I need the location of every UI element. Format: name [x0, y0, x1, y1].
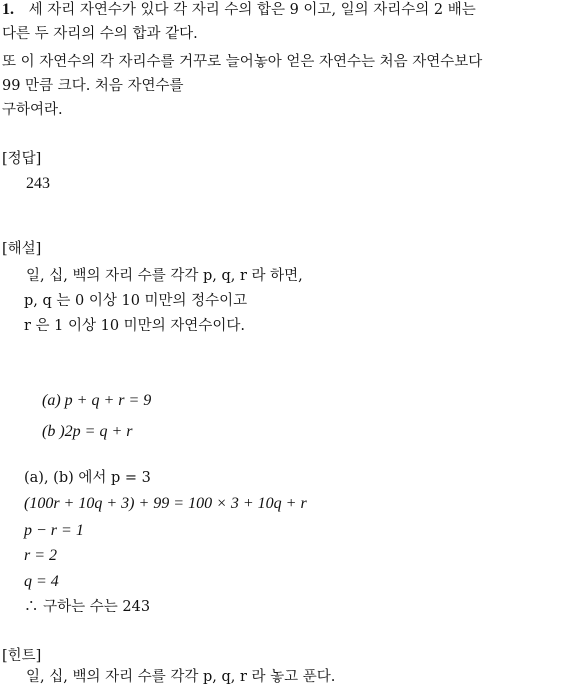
solution-step-3: p − r = 1 — [24, 522, 84, 539]
answer-value: 243 — [26, 175, 50, 192]
problem-statement-line-2: 다른 두 자리의 수의 합과 같다. — [2, 26, 198, 42]
solution-step-4: r = 2 — [24, 547, 58, 564]
solution-line-1: 일, 십, 백의 자리 수를 각각 p, q, r 라 하면, — [26, 268, 303, 284]
problem-number: 1. — [2, 1, 14, 18]
hint-line-1: 일, 십, 백의 자리 수를 각각 p, q, r 라 놓고 푼다. — [26, 669, 336, 685]
equation-b: (b )2p = q + r — [42, 423, 133, 440]
problem-statement-line-5: 구하여라. — [2, 102, 63, 118]
solution-conclusion: ∴ 구하는 수는 243 — [24, 599, 151, 615]
problem-statement-line-1 — [2, 0, 476, 20]
solution-line-3: r 은 1 이상 10 미만의 자연수이다. — [24, 318, 245, 334]
solution-heading: [해설] — [2, 241, 42, 257]
problem-statement-line-3: 또 이 자연수의 각 자리수를 거꾸로 늘어놓아 얻은 자연수는 처음 자연수보다 — [2, 54, 483, 70]
solution-step-1: (a), (b) 에서 p = 3 — [24, 470, 151, 486]
equation-a: (a) p + q + r = 9 — [42, 392, 152, 409]
solution-step-2: (100r + 10q + 3) + 99 = 100 × 3 + 10q + r — [24, 495, 307, 512]
problem-text-1: 세 자리 자연수가 있다 각 자리 수의 합은 9 이고, 일의 자리수의 2 배는 — [28, 2, 476, 18]
hint-heading: [힌트] — [2, 648, 42, 664]
answer-heading: [정답] — [2, 151, 42, 167]
solution-line-2: p, q 는 0 이상 10 미만의 정수이고 — [24, 293, 248, 309]
solution-step-5: q = 4 — [24, 573, 59, 590]
problem-statement-line-4: 99 만큼 크다. 처음 자연수를 — [2, 78, 184, 94]
